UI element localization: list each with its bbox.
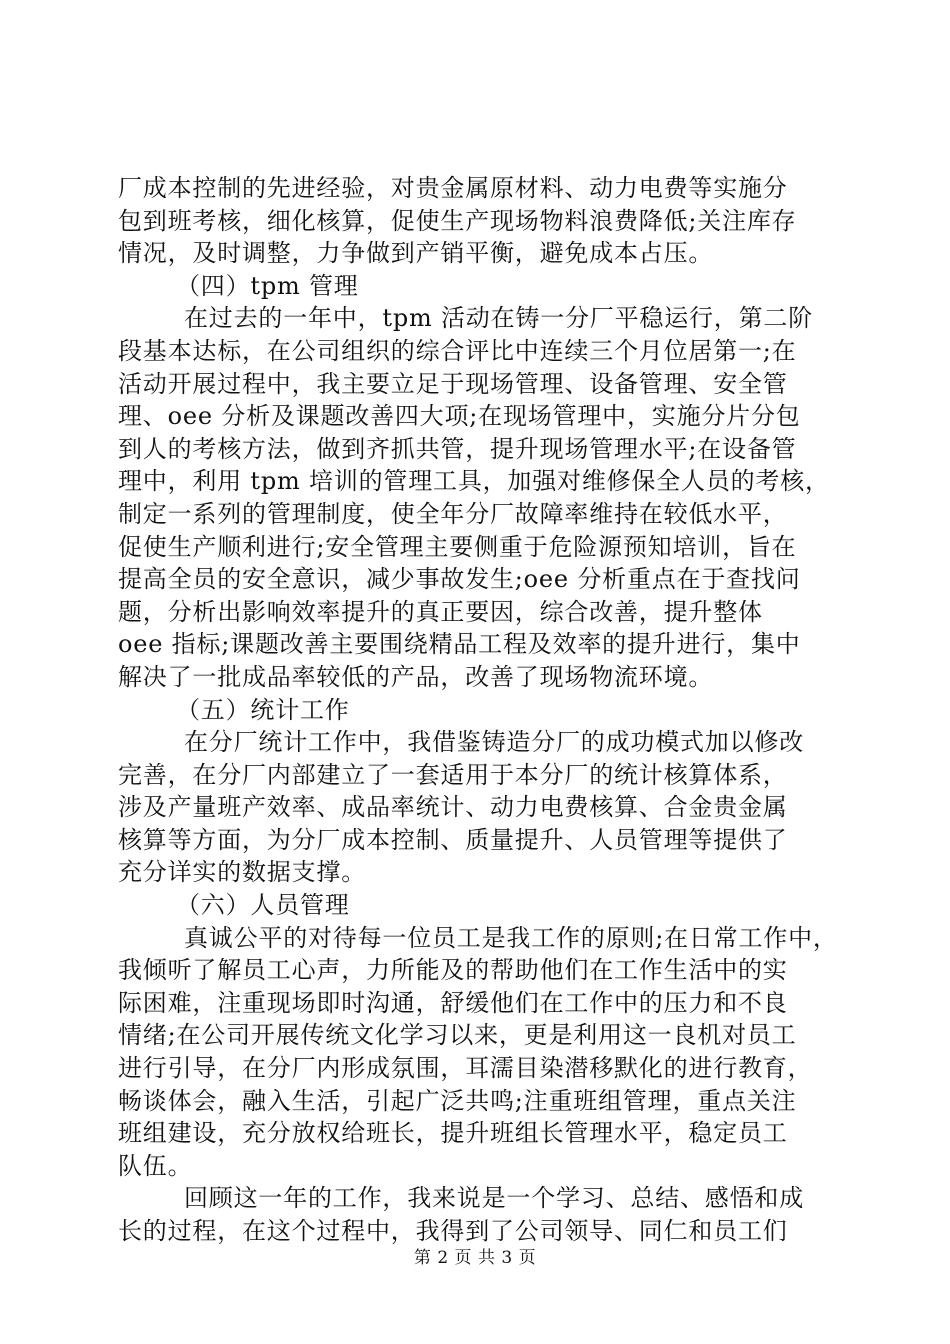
body-line: 长的过程，在这个过程中，我得到了公司领导、同仁和员工们 (118, 1217, 788, 1245)
body-line: 队伍。 (118, 1151, 193, 1180)
body-line: 活动开展过程中，我主要立足于现场管理、设备管理、安全管 (118, 369, 788, 398)
paragraph-start: 在过去的一年中，tpm 活动在铸一分厂平稳运行，第二阶 (184, 304, 813, 333)
paragraph-start: 回顾这一年的工作，我来说是一个学习、总结、感悟和成 (184, 1184, 804, 1213)
section-heading-tpm: （四）tpm 管理 (176, 271, 359, 300)
body-line: 畅谈体会，融入生活，引起广泛共鸣;注重班组管理，重点关注 (118, 1086, 797, 1115)
body-line: 制定一系列的管理制度，使全年分厂故障率维持在较低水平， (118, 499, 788, 528)
body-line: 促使生产顺利进行;安全管理主要侧重于危险源预知培训，旨在 (118, 532, 797, 561)
body-line: 核算等方面，为分厂成本控制、质量提升、人员管理等提供了 (118, 825, 788, 854)
body-line: 解决了一批成品率较低的产品，改善了现场物流环境。 (118, 662, 714, 691)
body-line: 包到班考核，细化核算，促使生产现场物料浪费降低;关注库存 (118, 206, 797, 235)
body-line: 提高全员的安全意识，减少事故发生;oee 分析重点在于查找问 (118, 565, 801, 594)
body-line: 进行引导，在分厂内形成氛围，耳濡目染潜移默化的进行教育， (118, 1054, 813, 1083)
section-heading-statistics: （五）统计工作 (176, 695, 350, 724)
body-line: 充分详实的数据支撑。 (118, 858, 366, 887)
paragraph-start: 在分厂统计工作中，我借鉴铸造分厂的成功模式加以修改 (184, 728, 804, 757)
document-body (118, 172, 838, 1248)
body-line: 班组建设，充分放权给班长，提升班组长管理水平，稳定员工 (118, 1119, 788, 1148)
body-line: 我倾听了解员工心声，力所能及的帮助他们在工作生活中的实 (118, 956, 788, 985)
body-line: 厂成本控制的先进经验，对贵金属原材料、动力电费等实施分 (118, 174, 788, 202)
body-line: 理中，利用 tpm 培训的管理工具，加强对维修保全人员的考核， (118, 467, 830, 496)
body-line: 情绪;在公司开展传统文化学习以来，更是利用这一良机对员工 (118, 1021, 797, 1050)
body-line: 题，分析出影响效率提升的真正要因，综合改善，提升整体 (118, 597, 763, 626)
body-line: oee 指标;课题改善主要围绕精品工程及效率的提升进行，集中 (118, 630, 801, 659)
body-line: 理、oee 分析及课题改善四大项;在现场管理中，实施分片分包 (118, 402, 801, 431)
page-number-label: 第 2 页 共 3 页 (413, 1248, 537, 1268)
body-line: 涉及产量班产效率、成品率统计、动力电费核算、合金贵金属 (118, 793, 788, 822)
page-footer (0, 1243, 950, 1268)
section-heading-personnel: （六）人员管理 (176, 891, 350, 920)
body-line: 情况，及时调整，力争做到产销平衡，避免成本占压。 (118, 239, 714, 268)
paragraph-start: 真诚公平的对待每一位员工是我工作的原则;在日常工作中， (184, 923, 838, 952)
body-line: 到人的考核方法，做到齐抓共管，提升现场管理水平;在设备管 (118, 434, 797, 463)
body-line: 际困难，注重现场即时沟通，舒缓他们在工作中的压力和不良 (118, 988, 788, 1017)
body-line: 完善，在分厂内部建立了一套适用于本分厂的统计核算体系， (118, 760, 788, 789)
body-line: 段基本达标，在公司组织的综合评比中连续三个月位居第一;在 (118, 336, 797, 365)
